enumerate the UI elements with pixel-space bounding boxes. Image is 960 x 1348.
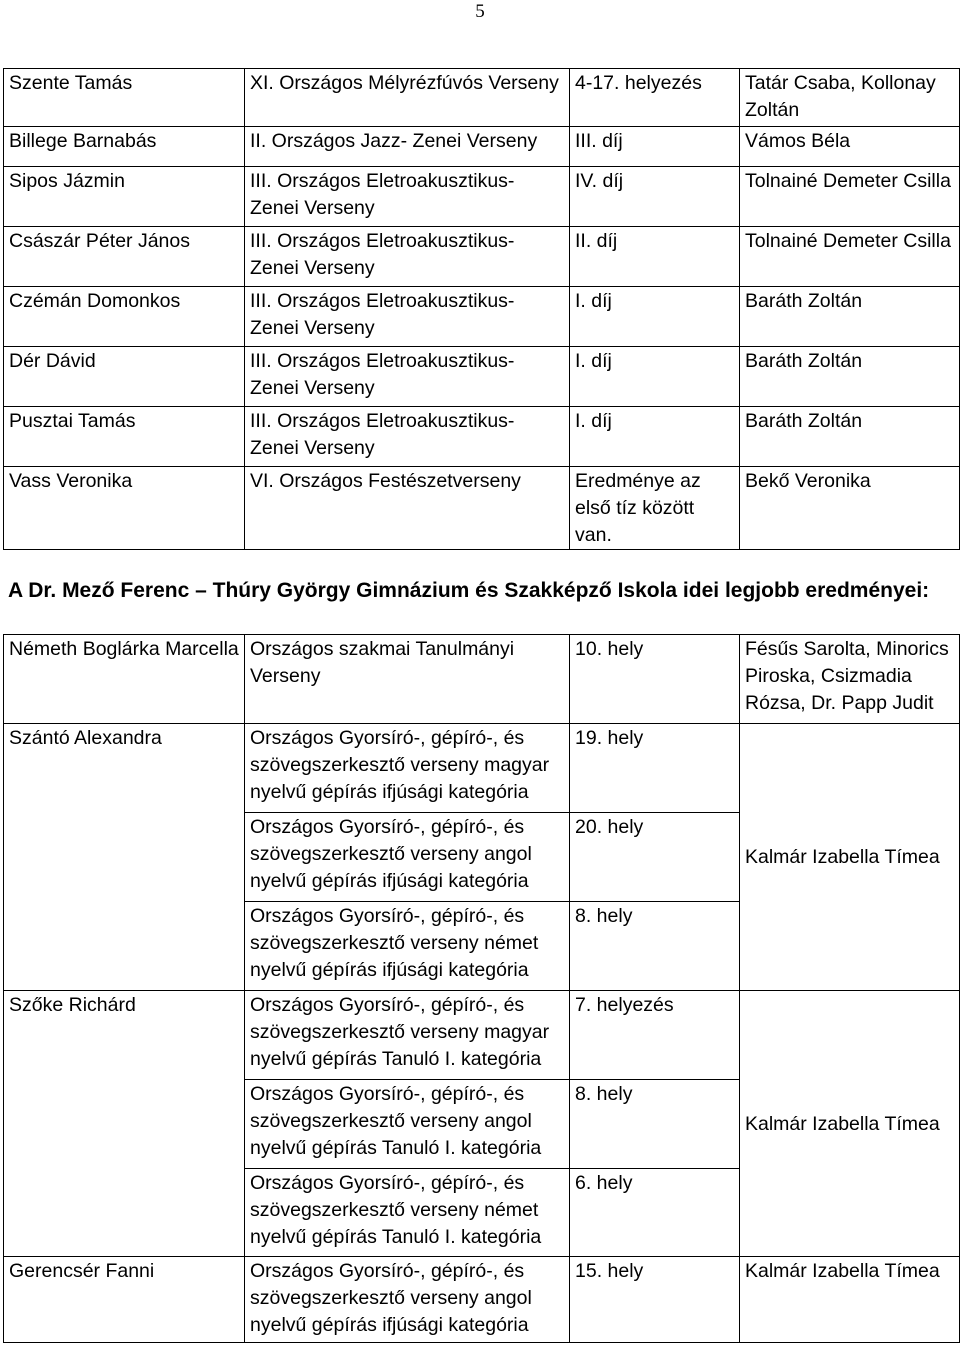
student-name: Pusztai Tamás xyxy=(4,407,245,467)
result: III. díj xyxy=(570,127,740,167)
student-name: Dér Dávid xyxy=(4,347,245,407)
teacher: Kalmár Izabella Tímea xyxy=(740,1257,960,1343)
competition: III. Országos Eletroakusztikus- Zenei Verseny xyxy=(245,407,570,467)
teacher: Fésűs Sarolta, Minorics Piroska, Csizmadia Rózsa, Dr. Papp Judit xyxy=(740,635,960,724)
teacher: Baráth Zoltán xyxy=(740,287,960,347)
teacher: Tolnainé Demeter Csilla xyxy=(740,167,960,227)
teacher: Bekő Veronika xyxy=(740,467,960,550)
teacher: Baráth Zoltán xyxy=(740,347,960,407)
competition: II. Országos Jazz- Zenei Verseny xyxy=(245,127,570,167)
table-row xyxy=(4,287,960,347)
student-name: Czémán Domonkos xyxy=(4,287,245,347)
teacher: Tatár Csaba, Kollonay Zoltán xyxy=(740,69,960,127)
result: 19. hely xyxy=(570,724,740,813)
table-row xyxy=(4,467,960,550)
result: I. díj xyxy=(570,287,740,347)
table-row xyxy=(4,1257,960,1343)
student-name: Billege Barnabás xyxy=(4,127,245,167)
competition: XI. Országos Mélyrézfúvós Verseny xyxy=(245,69,570,127)
result: 20. hely xyxy=(570,813,740,902)
teacher: Kalmár Izabella Tímea xyxy=(740,991,960,1257)
competition: III. Országos Eletroakusztikus- Zenei Verseny xyxy=(245,227,570,287)
teacher: Tolnainé Demeter Csilla xyxy=(740,227,960,287)
table-row xyxy=(4,724,960,813)
result: IV. díj xyxy=(570,167,740,227)
result: 7. helyezés xyxy=(570,991,740,1080)
competition: Országos szakmai Tanulmányi Verseny xyxy=(245,635,570,724)
teacher: Vámos Béla xyxy=(740,127,960,167)
student-name: Gerencsér Fanni xyxy=(4,1257,245,1343)
table-row xyxy=(4,127,960,167)
student-name: Szőke Richárd xyxy=(4,991,245,1257)
competition: III. Országos Eletroakusztikus- Zenei Verseny xyxy=(245,347,570,407)
student-name: Szántó Alexandra xyxy=(4,724,245,991)
competition: Országos Gyorsíró-, gépíró-, és szövegszerkesztő verseny angol nyelvű gépírás Tanuló I. kategória xyxy=(245,1080,570,1169)
result: 15. hely xyxy=(570,1257,740,1343)
student-name: Szente Tamás xyxy=(4,69,245,127)
competition: Országos Gyorsíró-, gépíró-, és szövegszerkesztő verseny angol nyelvű gépírás ifjúsági kategória xyxy=(245,1257,570,1343)
result: 6. hely xyxy=(570,1169,740,1257)
student-name: Császár Péter János xyxy=(4,227,245,287)
competition: Országos Gyorsíró-, gépíró-, és szövegszerkesztő verseny angol nyelvű gépírás ifjúsági kategória xyxy=(245,813,570,902)
table-row xyxy=(4,69,960,127)
table-row xyxy=(4,167,960,227)
section-heading: A Dr. Mező Ferenc – Thúry György Gimnázium és Szakképző Iskola idei legjobb eredményei: xyxy=(8,579,930,602)
competition: III. Országos Eletroakusztikus- Zenei Verseny xyxy=(245,287,570,347)
competition: Országos Gyorsíró-, gépíró-, és szövegszerkesztő verseny német nyelvű gépírás ifjúsági kategória xyxy=(245,902,570,991)
result: 8. hely xyxy=(570,1080,740,1169)
music-results-table xyxy=(3,68,960,550)
result: II. díj xyxy=(570,227,740,287)
teacher: Kalmár Izabella Tímea xyxy=(740,724,960,991)
school-results-table xyxy=(3,634,960,1343)
table-row xyxy=(4,407,960,467)
result: I. díj xyxy=(570,347,740,407)
table-row xyxy=(4,635,960,724)
competition: III. Országos Eletroakusztikus- Zenei Verseny xyxy=(245,167,570,227)
result: 4-17. helyezés xyxy=(570,69,740,127)
table-row xyxy=(4,227,960,287)
competition: Országos Gyorsíró-, gépíró-, és szövegszerkesztő verseny magyar nyelvű gépírás ifjúsági kategória xyxy=(245,724,570,813)
competition: VI. Országos Festészetverseny xyxy=(245,467,570,550)
table-row xyxy=(4,347,960,407)
student-name: Németh Boglárka Marcella xyxy=(4,635,245,724)
student-name: Vass Veronika xyxy=(4,467,245,550)
table-row xyxy=(4,991,960,1080)
result: 10. hely xyxy=(570,635,740,724)
competition: Országos Gyorsíró-, gépíró-, és szövegszerkesztő verseny német nyelvű gépírás Tanuló I. kategória xyxy=(245,1169,570,1257)
student-name: Sipos Jázmin xyxy=(4,167,245,227)
competition: Országos Gyorsíró-, gépíró-, és szövegszerkesztő verseny magyar nyelvű gépírás Tanuló I. kategória xyxy=(245,991,570,1080)
page-number: 5 xyxy=(475,1,485,22)
result: 8. hely xyxy=(570,902,740,991)
result: I. díj xyxy=(570,407,740,467)
result: Eredménye az első tíz között van. xyxy=(570,467,740,550)
teacher: Baráth Zoltán xyxy=(740,407,960,467)
